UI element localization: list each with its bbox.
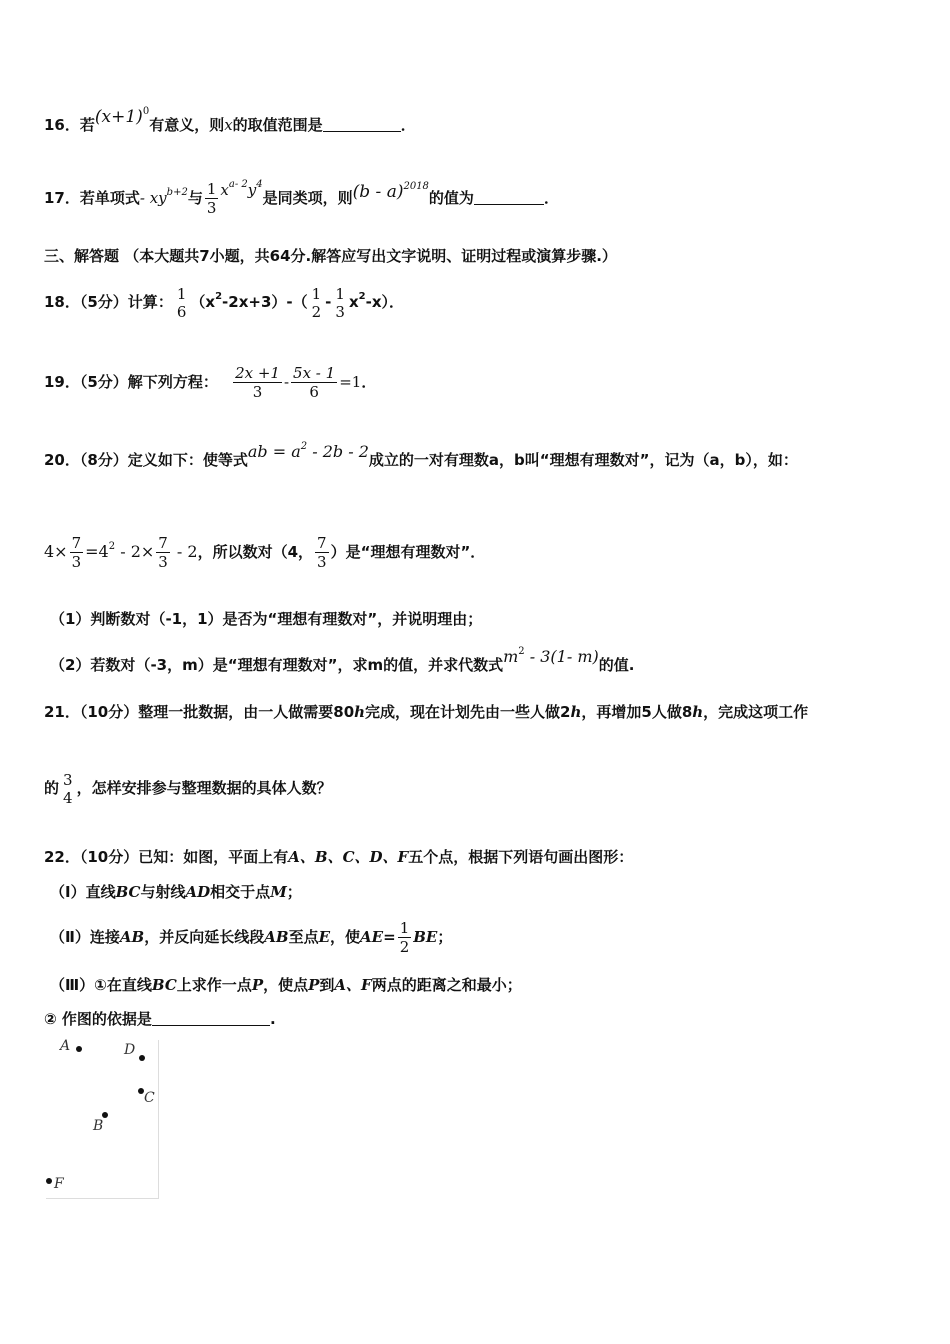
question-21: 21．（10分）整理一批数据，由一人做需要80h完成，现在计划先由一些人做2h，再增加5人做8h，完成这项工作 — [44, 703, 809, 721]
math-expression: $(x+1)^0$ — [94, 106, 150, 127]
fraction: 1 3 — [335, 284, 345, 321]
question-21-continued: 的 3 4 ，怎样安排参与整理数据的具体人数？ — [44, 770, 332, 807]
question-20-part-2: （2）若数对（-3，m）是“理想有理数对”，求m的值，并求代数式$m^2 - 3(1-$ m)的值. — [50, 646, 635, 674]
question-20-part-1: （1）判断数对（-1，1）是否为“理想有理数对”，并说明理由； — [50, 610, 483, 628]
question-20-example: 4× $\frac{7}{3}$ $=4^2 - 2\times$ $\frac{7}{3}$ - 2，所以数对（4， $\frac{7}{3}$ ）是“理想有理数对”． — [44, 534, 486, 571]
question-17: 17．若单项式- $xy^{b+2}$与 $\frac{1}{3}$ $x^{a- 2}y^4$是同类项，则(b - a)$^{2018}$的值为 ． — [44, 179, 559, 217]
point-f — [46, 1178, 52, 1184]
math-expression: ab = $a^2 - 2b - 2$ — [247, 441, 369, 461]
fraction: 1 6 — [176, 284, 187, 321]
answer-blank[interactable] — [474, 190, 544, 205]
point-label-d: D — [124, 1042, 136, 1058]
question-22-part-2: （Ⅱ）连接AB，并反向延长线段AB至点E，使AE= $\frac{1}{2}$ BE； — [50, 919, 453, 956]
point-a — [76, 1046, 82, 1052]
point-label-f: F — [54, 1176, 64, 1192]
point-label-b: B — [93, 1118, 104, 1134]
question-22-part-3: （Ⅲ）①在直线BC上求作一点P，使点P到A、F两点的距离之和最小； — [50, 976, 522, 994]
point-label-a: A — [60, 1038, 71, 1054]
question-22-part-4: ② 作图的依据是 . — [44, 1010, 276, 1028]
point-figure — [46, 1040, 159, 1199]
fraction: $\frac{1}{2}$ — [399, 919, 410, 956]
question-20: 20．（8分）定义如下：使等式ab = $a^2 - 2b - 2$成立的一对有理数a，b叫“理想有理数对”，记为（a，b），如： — [44, 441, 798, 469]
fraction: $\frac{2x +1}{3}$ — [235, 364, 280, 401]
point-label-c: C — [144, 1090, 155, 1106]
fraction: 3 4 — [63, 770, 73, 807]
question-22: 22．（10分）已知：如图，平面上有A、B、C、D、F五个点，根据下列语句画出图形： — [44, 848, 634, 866]
answer-blank[interactable] — [152, 1011, 270, 1026]
question-16: 16．若$(x+1)^0$有意义，则x的取值范围是 ． — [44, 106, 416, 134]
answer-blank[interactable] — [323, 117, 401, 132]
question-22-part-1: （Ⅰ）直线BC与射线AD相交于点M； — [50, 883, 302, 901]
section-heading: 三、解答题 （本大题共7小题，共64分.解答应写出文字说明、证明过程或演算步骤.） — [44, 247, 617, 265]
question-19: 19．（5分）解下列方程： $\frac{2x +1}{3}$ - $\frac{5x - 1}{6}$ =1． — [44, 364, 377, 401]
fraction: $\frac{5x - 1}{6}$ — [293, 364, 336, 401]
question-18: 18．（5分）计算： 1 6 $(x^2-2x+3)-$（ 1 2 - 1 3 $x^2-x$）． — [44, 284, 404, 321]
fraction: $\frac{1}{3}$ — [206, 180, 217, 217]
fraction: 1 2 — [311, 284, 322, 321]
point-d — [139, 1055, 145, 1061]
